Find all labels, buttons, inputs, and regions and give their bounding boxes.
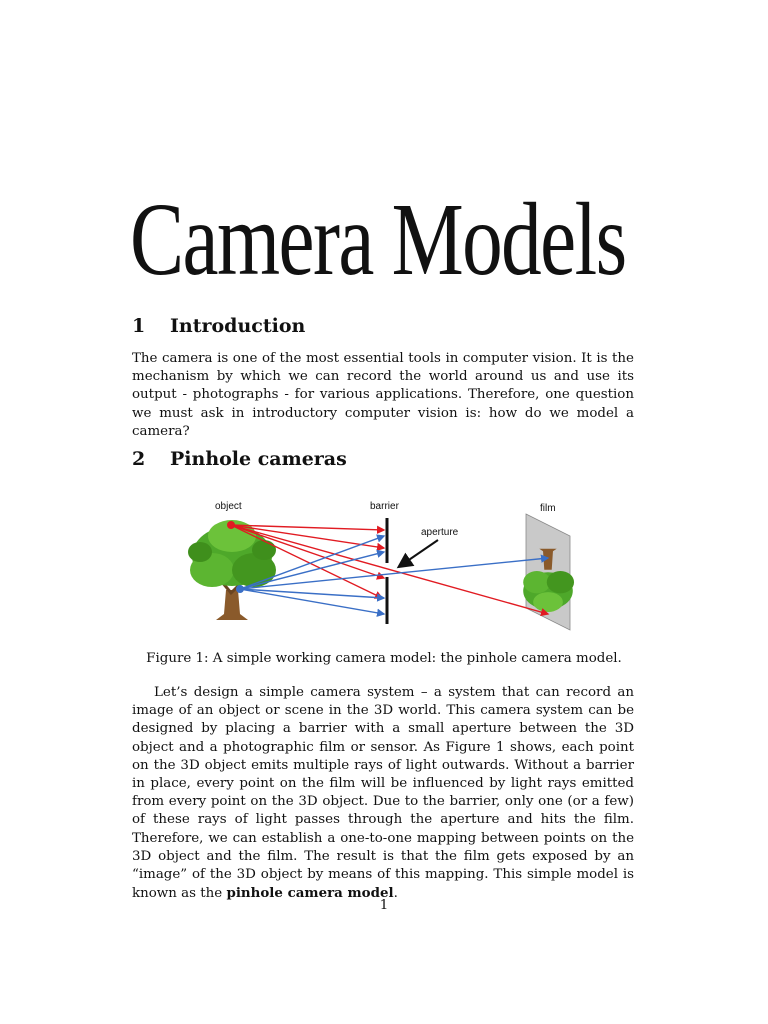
page-title: Camera Models <box>130 182 626 297</box>
section-heading-introduction <box>132 314 305 338</box>
section-heading-pinhole-cameras <box>132 447 347 471</box>
section-title: Introduction <box>170 315 306 337</box>
blue-light-rays <box>240 536 548 614</box>
blue-source-point <box>236 585 244 593</box>
intro-paragraph: The camera is one of the most essential tools in computer vision. It is the mechanism by which we can record the world around us and use its output - photographs - for various applications. Therefore, one question we must ask in introductory computer vision is: how do we model a camera? <box>132 351 634 439</box>
pinhole-camera-figure <box>0 490 768 640</box>
pinhole-camera-model-term: pinhole camera model <box>226 885 394 902</box>
body-text: Let’s design a simple camera system – a system that can record an image of an object or scene in the 3D world. This camera system can be designed by placing a barrier with a small aperture between the 3D object and a photographic film or sensor. As Figure 1 shows, each point on the 3D object emits multiple rays of light outwards. Without a barrier in place, every point on the film will be influenced by light rays emitted from every point on the 3D object. Due to the barrier, only one (or a few) of these rays of light passes through the aperture and hits the film. Therefore, we can establish a one-to-one mapping between points on the 3D object and the film. The result is that the film gets exposed by an “image” of the 3D object by means of this mapping. This simple model is known as the <box>132 685 634 902</box>
section-number: 1 <box>132 315 146 337</box>
object-label: object <box>215 501 242 512</box>
page-number: 1 <box>379 898 389 913</box>
aperture-label: aperture <box>421 527 459 538</box>
film-label: film <box>540 503 556 514</box>
section-number: 2 <box>132 448 146 470</box>
barrier-label: barrier <box>370 501 399 512</box>
section-title: Pinhole cameras <box>170 448 347 470</box>
tree-object-icon <box>188 520 276 620</box>
red-source-point <box>227 521 235 529</box>
red-light-rays <box>231 525 548 614</box>
figure-caption: Figure 1: A simple working camera model: the pinhole camera model. <box>146 651 622 666</box>
aperture-pointer-arrow <box>400 540 438 566</box>
body-paragraph <box>132 684 634 903</box>
body-end: . <box>393 886 398 902</box>
